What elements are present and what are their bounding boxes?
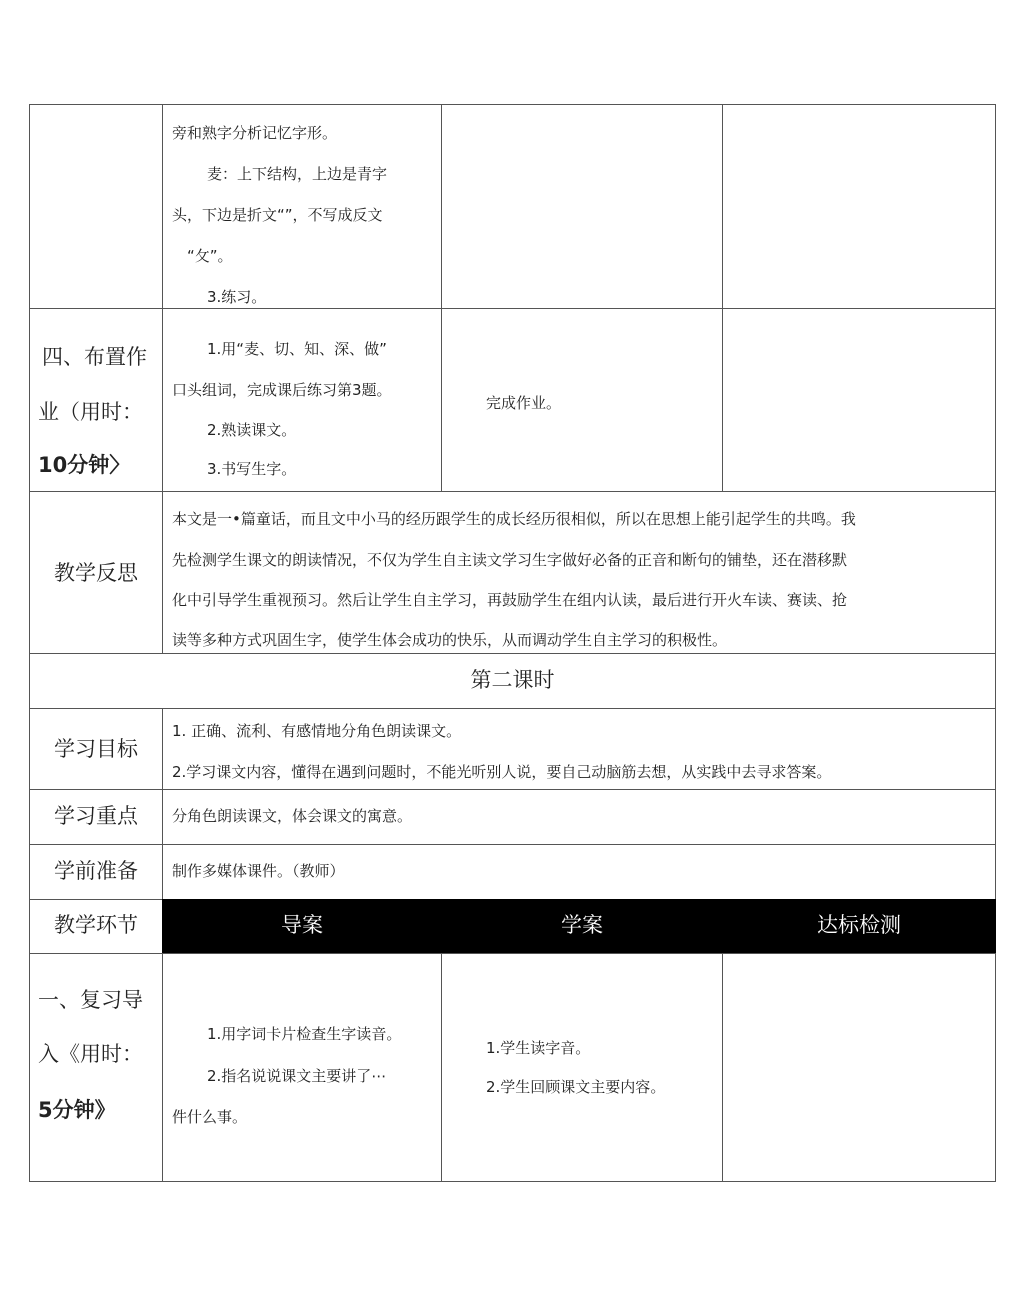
focus-label-cell [29, 789, 163, 845]
homework-label-line: 四、布置作 [42, 345, 147, 369]
reflection-text-cell [162, 491, 996, 654]
reflection-label: 教学反思 [54, 561, 138, 585]
check-header: 达标检测 [817, 913, 901, 937]
prep-label-cell [29, 844, 163, 900]
homework-guide-line: 1.用“麦、切、知、深、做” [207, 340, 387, 358]
lesson-two-title-cell [29, 653, 996, 709]
review-guide-cell [162, 953, 442, 1182]
review-label-line: 入《用时： [38, 1042, 143, 1066]
homework-guide-line: 口头组词，完成课后练习第3题。 [172, 381, 392, 399]
review-label-cell [29, 953, 163, 1182]
guide-text-line: 麦：上下结构，上边是青字 [207, 165, 388, 183]
guide-text-line: “攵”。 [187, 247, 233, 265]
focus-label: 学习重点 [54, 804, 138, 828]
goals-label: 学习目标 [54, 737, 138, 761]
goals-text-line: 1. 正确、流利、有感情地分角色朗读课文。 [172, 722, 462, 740]
guide-text-line: 头，下边是折文“”，不写成反文 [172, 206, 383, 224]
homework-guide-cell [162, 308, 442, 492]
review-study-cell [441, 953, 723, 1182]
review-check-cell [722, 953, 996, 1182]
homework-guide-line: 2.熟读课文。 [207, 421, 297, 439]
study-header-cell [441, 899, 723, 954]
reflection-text-line: 先检测学生课文的朗读情况，不仅为学生自主读文学习生字做好必备的正音和断句的铺垫，还在潜移默 [172, 551, 848, 569]
lesson-plan-table [29, 104, 996, 1182]
check-header-cell [722, 899, 996, 954]
focus-text-cell [162, 789, 996, 845]
prep-text: 制作多媒体课件。（教师） [172, 862, 345, 880]
homework-label-line: 10分钟〉 [38, 453, 131, 477]
guide-text-line: 3.练习。 [207, 288, 267, 306]
review-guide-line: 2.指名说说课文主要讲了⋯ [207, 1067, 387, 1085]
lesson-two-title: 第二课时 [470, 668, 555, 692]
row-continued-label-cell [29, 104, 163, 309]
goals-label-cell [29, 708, 163, 790]
homework-study-text: 完成作业。 [486, 394, 562, 412]
reflection-text-line: 化中引导学生重视预习。然后让学生自主学习，再鼓励学生在组内认读，最后进行开火车读、赛读、抢 [172, 591, 848, 609]
guide-header-cell [162, 899, 442, 954]
guide-text-line: 旁和熟字分析记忆字形。 [172, 124, 338, 142]
prep-text-cell [162, 844, 996, 900]
row-continued-guide-cell [162, 104, 442, 309]
review-label-line: 5分钟》 [38, 1098, 116, 1122]
review-study-line: 2.学生回顾课文主要内容。 [486, 1078, 666, 1096]
review-guide-line: 1.用字词卡片检查生字读音。 [207, 1025, 402, 1043]
guide-header: 导案 [281, 913, 323, 937]
reflection-text-line: 本文是一•篇童话，而且文中小马的经历跟学生的成长经历很相似，所以在思想上能引起学生的共鸣。我 [172, 510, 856, 528]
stage-header: 教学环节 [54, 913, 138, 937]
goals-text-line: 2.学习课文内容，懂得在遇到问题时，不能光听别人说，要自己动脑筋去想，从实践中去寻求答案。 [172, 763, 832, 781]
homework-label-cell [29, 308, 163, 492]
goals-text-cell [162, 708, 996, 790]
review-label-line: 一、复习导 [38, 988, 143, 1012]
row-continued-study-cell [441, 104, 723, 309]
prep-label: 学前准备 [54, 859, 138, 883]
reflection-label-cell [29, 491, 163, 654]
stage-header-cell [29, 899, 163, 954]
review-guide-line: 件什么事。 [172, 1108, 248, 1126]
homework-guide-line: 3.书写生字。 [207, 460, 297, 478]
homework-study-cell [441, 308, 723, 492]
study-header: 学案 [561, 913, 603, 937]
focus-text: 分角色朗读课文，体会课文的寓意。 [172, 807, 413, 825]
row-continued-check-cell [722, 104, 996, 309]
review-study-line: 1.学生读字音。 [486, 1039, 591, 1057]
homework-label-line: 业（用时： [38, 400, 143, 424]
homework-check-cell [722, 308, 996, 492]
reflection-text-line: 读等多种方式巩固生字，使学生体会成功的快乐，从而调动学生自主学习的积极性。 [172, 631, 728, 649]
